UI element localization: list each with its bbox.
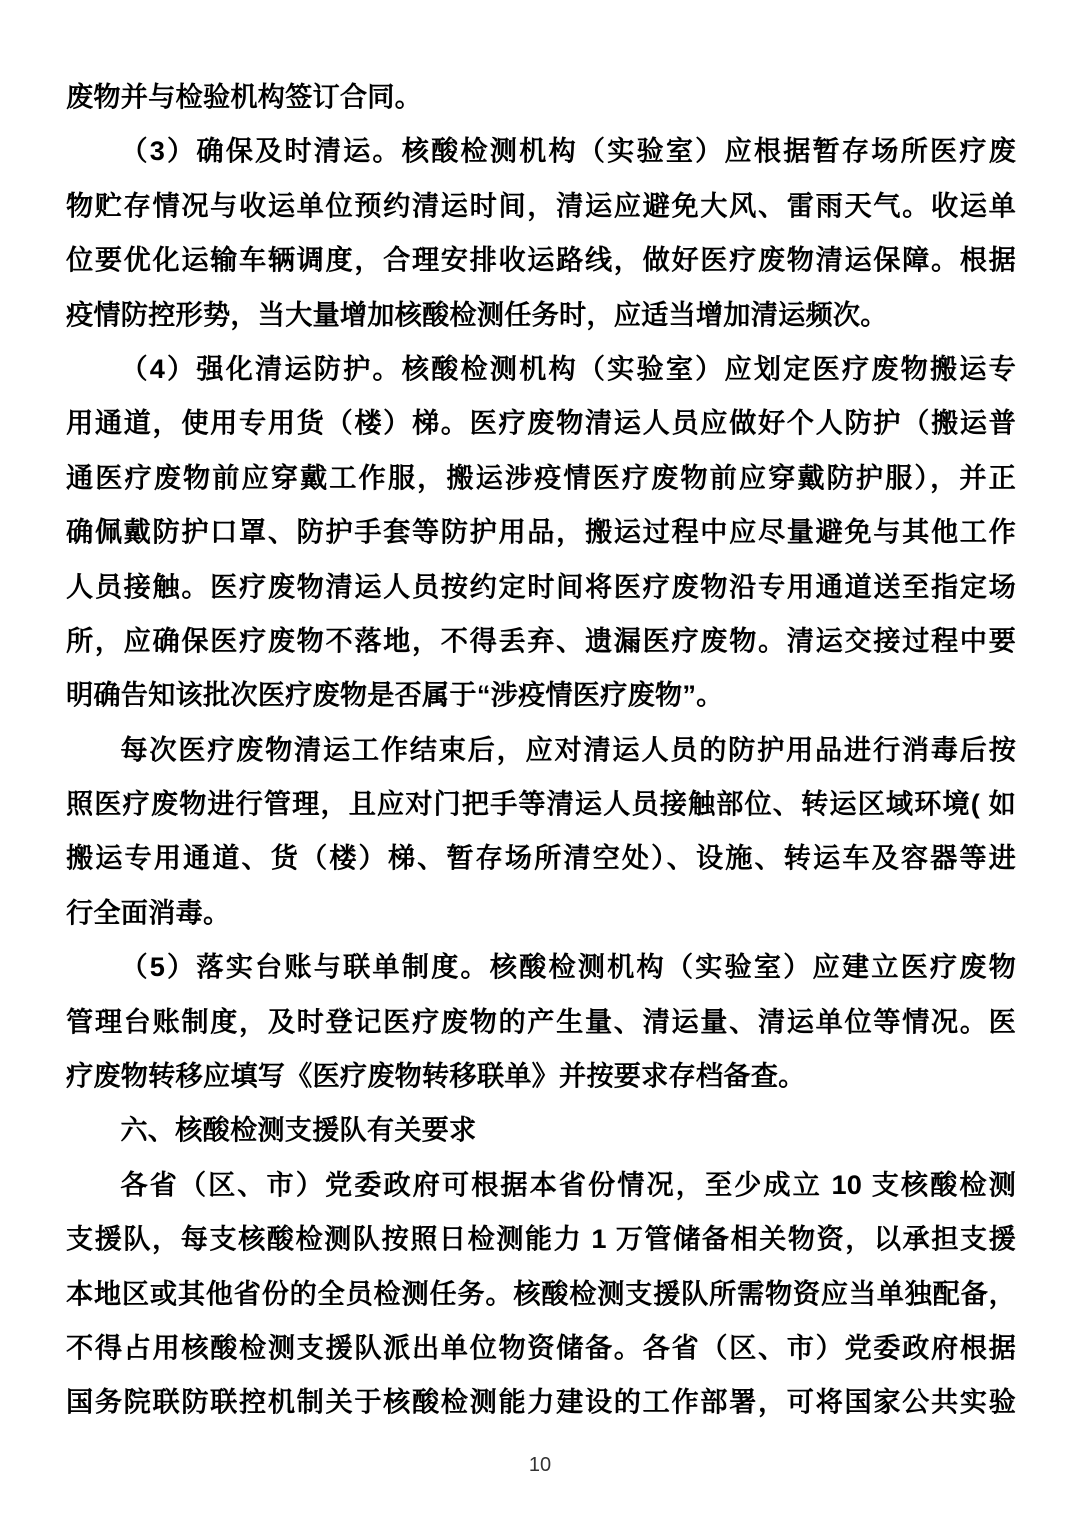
text-line: 管理台账制度，及时登记医疗废物的产生量、清运量、清运单位等情况。医 — [66, 1005, 1016, 1037]
text-line: 废物并与检验机构签订合同。 — [66, 81, 423, 112]
text-line: 行全面消毒。 — [66, 896, 231, 928]
text-line: 用通道，使用专用货（楼）梯。医疗废物清运人员应做好个人防护（搬运普 — [66, 407, 1016, 439]
text-line: 位要优化运输车辆调度，合理安排收运路线，做好医疗废物清运保障。根据 — [66, 244, 1016, 276]
text-line: 每次医疗废物清运工作结束后，应对清运人员的防护用品进行消毒后按 — [120, 733, 1016, 765]
text-line: （5）落实台账与联单制度。核酸检测机构（实验室）应建立医疗废物 — [120, 951, 1016, 983]
text-line: 疗废物转移应填写《医疗废物转移联单》并按要求存档备查。 — [66, 1060, 806, 1092]
text-line: 各省（区、市）党委政府可根据本省份情况，至少成立 10 支核酸检测 — [120, 1168, 1016, 1200]
text-line: 搬运专用通道、货（楼）梯、暂存场所清空处）、设施、转运车及容器等进 — [66, 842, 1016, 874]
page-number: 10 — [528, 1454, 552, 1476]
text-line: 明确告知该批次医疗废物是否属于“涉疫情医疗废物”。 — [66, 679, 724, 711]
text-line: 照医疗废物进行管理，且应对门把手等清运人员接触部位、转运区域环境( 如 — [66, 788, 1016, 820]
text-line: 确佩戴防护口罩、防护手套等防护用品，搬运过程中应尽量避免与其他工作 — [66, 516, 1016, 548]
text-line: 所，应确保医疗废物不落地，不得丢弃、遗漏医疗废物。清运交接过程中要 — [66, 624, 1016, 656]
text-line: 支援队，每支核酸检测队按照日检测能力 1 万管储备相关物资，以承担支援 — [66, 1223, 1016, 1255]
text-line: 疫情防控形势，当大量增加核酸检测任务时，应适当增加清运频次。 — [66, 298, 888, 330]
text-line: （3）确保及时清运。核酸检测机构（实验室）应根据暂存场所医疗废 — [120, 135, 1016, 167]
document-body — [66, 70, 1016, 1430]
text-line: （4）强化清运防护。核酸检测机构（实验室）应划定医疗废物搬运专 — [120, 352, 1016, 384]
text-line: 人员接触。医疗废物清运人员按约定时间将医疗废物沿专用通道送至指定场 — [66, 570, 1016, 602]
text-line: 物贮存情况与收运单位预约清运时间，清运应避免大风、雷雨天气。收运单 — [66, 189, 1016, 221]
text-line: 通医疗废物前应穿戴工作服，搬运涉疫情医疗废物前应穿戴防护服），并正 — [66, 461, 1016, 493]
section-heading: 六、核酸检测支援队有关要求 — [120, 1114, 477, 1146]
text-line: 本地区或其他省份的全员检测任务。核酸检测支援队所需物资应当单独配备， — [66, 1277, 1016, 1309]
text-line: 国务院联防联控机制关于核酸检测能力建设的工作部署，可将国家公共实验 — [66, 1386, 1016, 1418]
text-line: 不得占用核酸检测支援队派出单位物资储备。各省（区、市）党委政府根据 — [66, 1331, 1016, 1363]
